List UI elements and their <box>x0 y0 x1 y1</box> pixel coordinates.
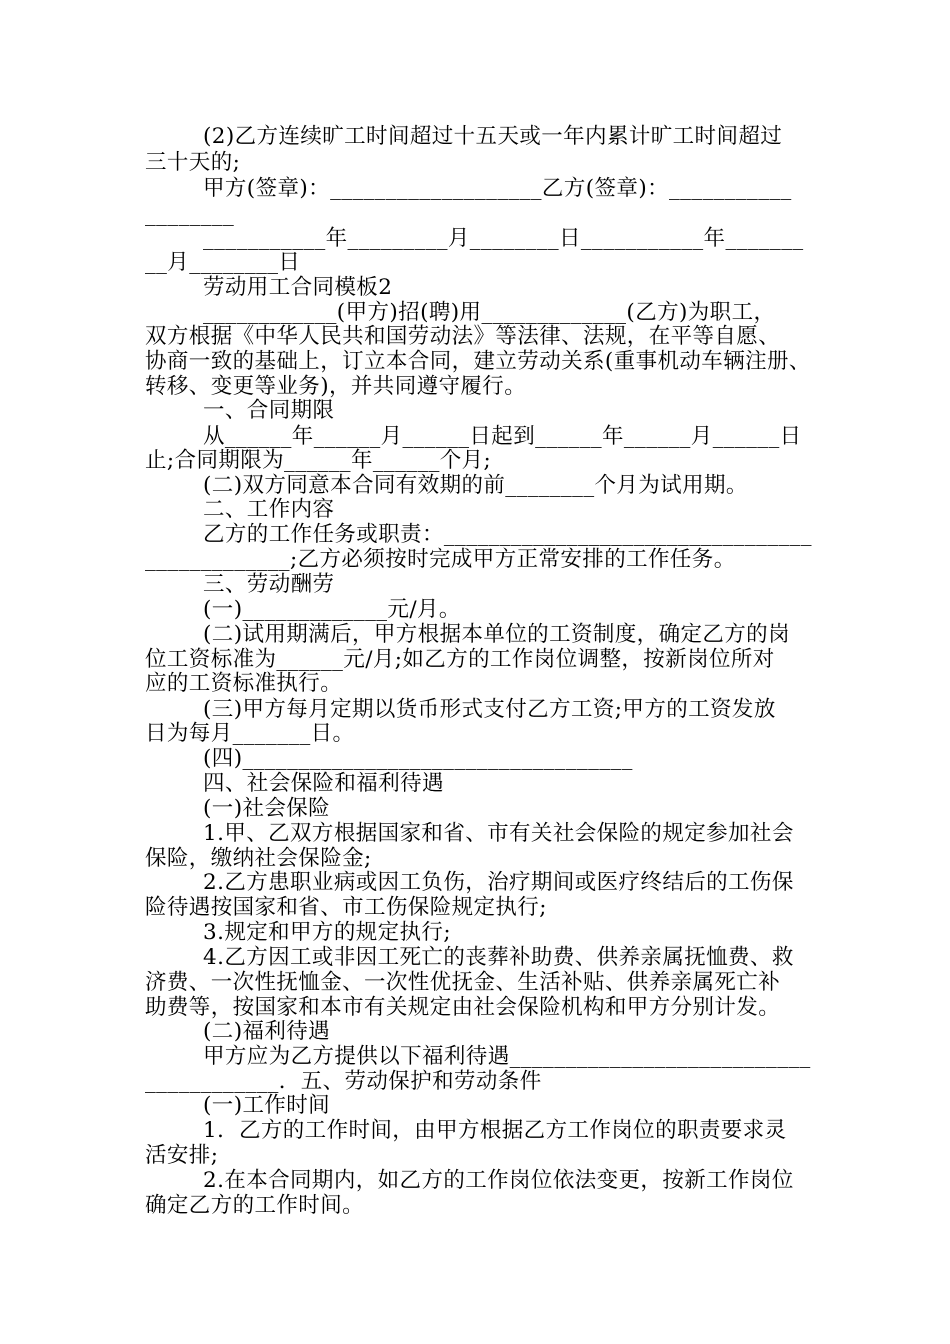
text-line: ____________(甲方)招(聘)用_____________(乙方)为职工， <box>203 300 776 325</box>
text-line: (三)甲方每月定期以货币形式支付乙方工资;甲方的工资发放 <box>203 697 776 722</box>
text-line: (一)_____________元/月。 <box>203 597 461 622</box>
text-line: 1．乙方的工作时间，由甲方根据乙方工作岗位的职责要求灵 <box>203 1118 787 1143</box>
text-line: _____________;乙方必须按时完成甲方正常安排的工作任务。 <box>145 547 736 572</box>
text-line: 乙方的工作任务或职责：_________________________________ <box>203 522 812 547</box>
text-line: (2)乙方连续旷工时间超过十五天或一年内累计旷工时间超过 <box>203 124 783 149</box>
text-line: 日为每月_______日。 <box>145 721 355 746</box>
text-line: 4.乙方因工或非因工死亡的丧葬补助费、供养亲属抚恤费、救 <box>203 945 794 970</box>
text-line: 位工资标准为______元/月;如乙方的工作岗位调整，按新岗位所对 <box>145 647 775 672</box>
text-line: 三十天的; <box>145 150 241 175</box>
text-line: 协商一致的基础上，订立本合同，建立劳动关系(重事机动车辆注册、 <box>145 349 811 374</box>
text-line: 甲方应为乙方提供以下福利待遇___________________________ <box>203 1044 811 1069</box>
text-line: 3.规定和甲方的规定执行; <box>203 920 451 945</box>
subsection-heading: (一)工作时间 <box>203 1093 331 1118</box>
text-line: ________ <box>145 202 235 227</box>
text-line: 助费等，按国家和本市有关规定由社会保险机构和甲方分别计发。 <box>145 995 781 1020</box>
text-line: 止;合同期限为______年______个月; <box>145 448 492 473</box>
text-line: 确定乙方的工作时间。 <box>145 1193 365 1218</box>
text-line: ___________年_________月________日___________年_______ <box>203 226 804 251</box>
text-line: (二)试用期满后，甲方根据本单位的工资制度，确定乙方的岗 <box>203 622 790 647</box>
section-heading: 二、工作内容 <box>203 497 335 522</box>
text-line: 2.乙方患职业病或因工负伤，治疗期间或医疗终结后的工伤保 <box>203 870 794 895</box>
text-line: 活安排; <box>145 1143 219 1168</box>
text-line: (二)双方同意本合同有效期的前________个月为试用期。 <box>203 473 748 498</box>
text-line: 济费、一次性抚恤金、一次性优抚金、生活补贴、供养亲属死亡补 <box>145 970 781 995</box>
text-line: __月________日 <box>145 250 301 275</box>
text-line: (四)___________________________________ <box>203 746 633 771</box>
text-line: 转移、变更等业务)，并共同遵守履行。 <box>145 374 527 399</box>
text-line: 双方根据《中华人民共和国劳动法》等法律、法规，在平等自愿、 <box>145 324 781 349</box>
text-line: ____________．五、劳动保护和劳动条件 <box>145 1069 542 1094</box>
subsection-heading: (二)福利待遇 <box>203 1019 331 1044</box>
subsection-heading: (一)社会保险 <box>203 796 331 821</box>
text-line: 应的工资标准执行。 <box>145 671 343 696</box>
text-line: 2.在本合同期内，如乙方的工作岗位依法变更，按新工作岗位 <box>203 1168 794 1193</box>
text-line: 保险，缴纳社会保险金; <box>145 846 372 871</box>
section-heading: 一、合同期限 <box>203 398 335 423</box>
text-line: 险待遇按国家和省、市工伤保险规定执行; <box>145 895 547 920</box>
section-title: 劳动用工合同模板2 <box>203 275 393 300</box>
text-line: 1.甲、乙双方根据国家和省、市有关社会保险的规定参加社会 <box>203 821 794 846</box>
text-line: 甲方(签章)：___________________乙方(签章)：___________ <box>203 176 792 201</box>
text-line: 从______年______月______日起到______年______月______日 <box>203 424 802 449</box>
section-heading: 四、社会保险和福利待遇 <box>203 771 444 796</box>
section-heading: 三、劳动酬劳 <box>203 572 335 597</box>
